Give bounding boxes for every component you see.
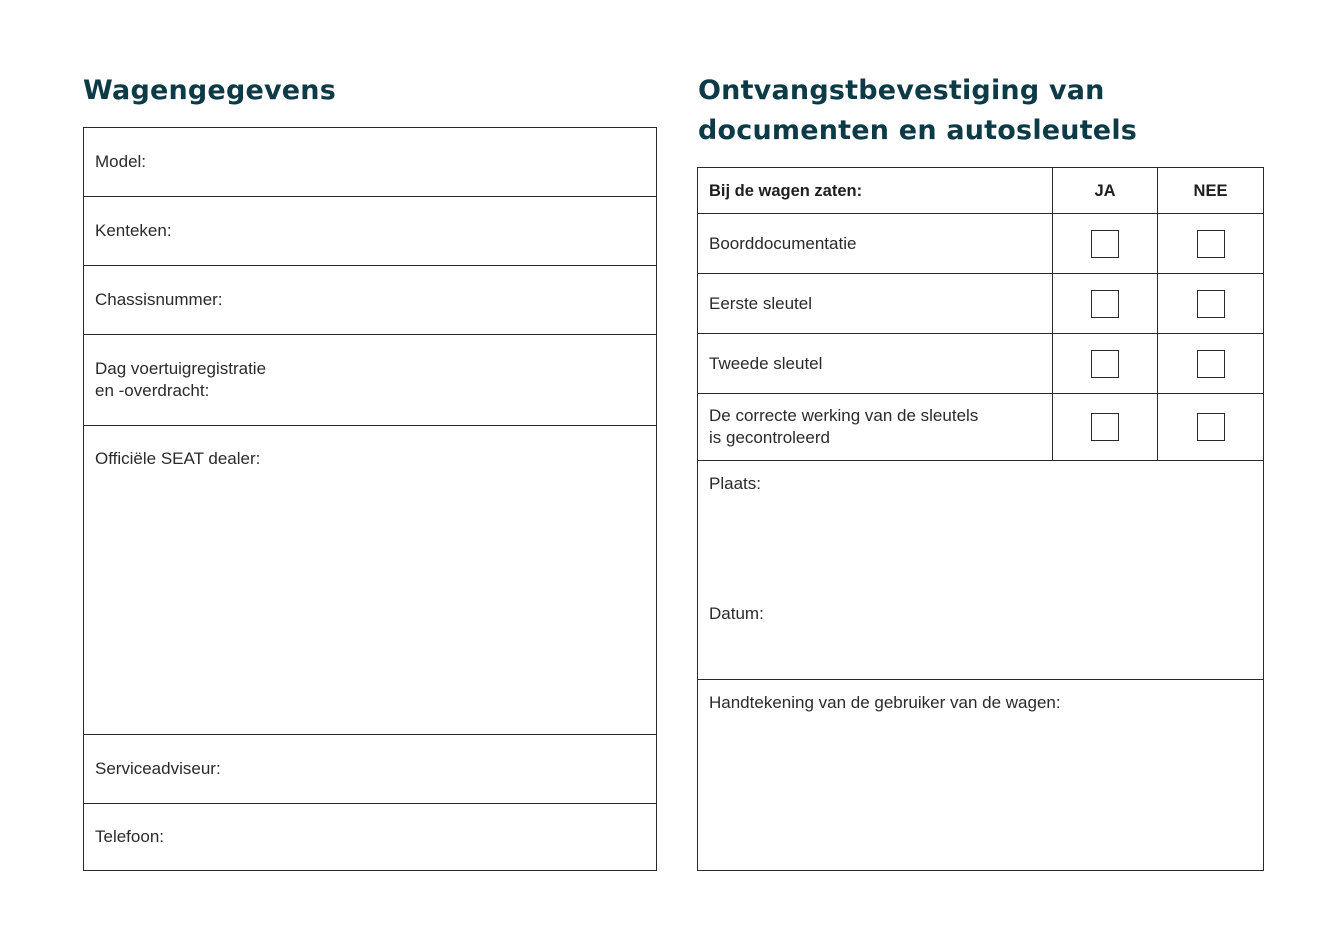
chassis-number-label: Chassisnummer: — [95, 290, 223, 309]
dealer-field[interactable] — [84, 426, 656, 735]
signature-label: Handtekening van de gebruiker van de wagen: — [709, 693, 1061, 712]
phone-label: Telefoon: — [95, 826, 164, 846]
receipt-title: Ontvangstbevestiging van documenten en autosleutels — [698, 75, 1138, 146]
date-label: Datum: — [709, 604, 764, 623]
table-header-row — [698, 168, 1263, 214]
registration-date-field[interactable] — [84, 335, 656, 426]
no-checkbox[interactable] — [1197, 350, 1225, 378]
yes-checkbox[interactable] — [1091, 350, 1119, 378]
license-plate-field[interactable] — [84, 197, 656, 266]
registration-date-label: Dag voertuigregistratie en -overdracht: — [95, 359, 267, 400]
receipt-table — [697, 167, 1264, 871]
item-label: Eerste sleutel — [709, 293, 812, 313]
place-label: Plaats: — [709, 474, 761, 493]
signature-field[interactable] — [698, 680, 1263, 869]
service-advisor-field[interactable] — [84, 735, 656, 804]
no-checkbox[interactable] — [1197, 290, 1225, 318]
table-row — [698, 394, 1263, 461]
model-field[interactable] — [84, 128, 656, 197]
table-row — [698, 214, 1263, 274]
table-row — [698, 334, 1263, 394]
license-plate-label: Kenteken: — [95, 221, 172, 240]
service-advisor-label: Serviceadviseur: — [95, 759, 221, 778]
table-row — [698, 274, 1263, 334]
chassis-number-field[interactable] — [84, 266, 656, 335]
yes-checkbox[interactable] — [1091, 230, 1119, 258]
no-checkbox[interactable] — [1197, 230, 1225, 258]
yes-checkbox[interactable] — [1091, 290, 1119, 318]
header-yes-label: JA — [1094, 181, 1116, 200]
vehicle-details-title: Wagengegevens — [83, 75, 336, 106]
header-no-label: NEE — [1193, 181, 1228, 200]
item-label: De correcte werking van de sleutels is gecontroleerd — [709, 406, 979, 447]
yes-checkbox[interactable] — [1091, 413, 1119, 441]
place-date-field[interactable] — [698, 461, 1263, 680]
item-label: Boorddocumentatie — [709, 233, 857, 253]
vehicle-details-table — [83, 127, 657, 871]
dealer-label: Officiële SEAT dealer: — [95, 449, 261, 468]
item-label: Tweede sleutel — [709, 353, 823, 373]
phone-field[interactable] — [84, 804, 656, 869]
no-checkbox[interactable] — [1197, 413, 1225, 441]
model-label: Model: — [95, 152, 147, 171]
header-item-label: Bij de wagen zaten: — [709, 181, 863, 200]
